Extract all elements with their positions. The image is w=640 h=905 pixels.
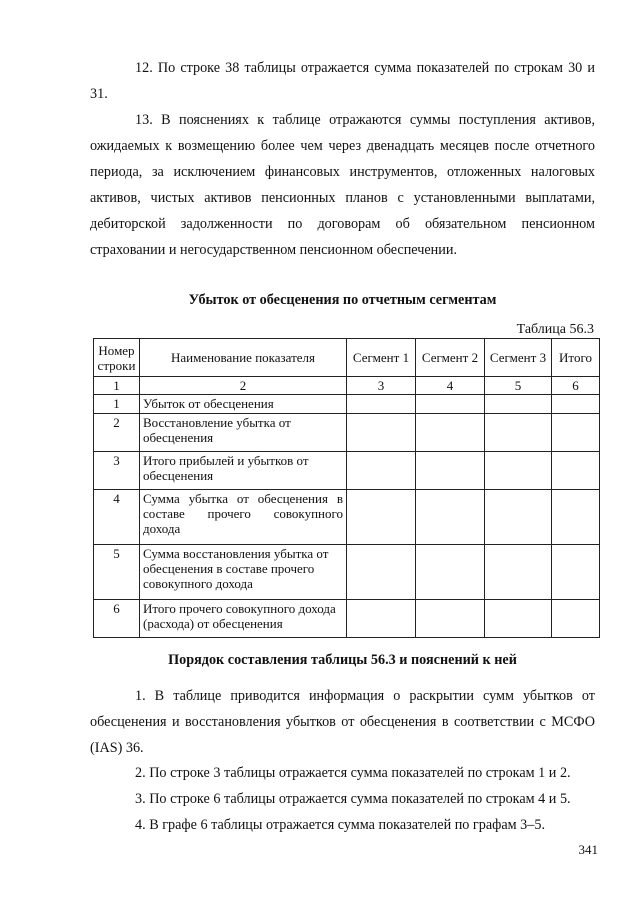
row-name: Убыток от обесценения: [140, 395, 347, 414]
col-number: 4: [416, 377, 485, 395]
value-cell: [552, 545, 600, 600]
row-name: Итого прочего совокупного дохода (расхода) от обесценения: [140, 600, 347, 638]
value-cell: [485, 600, 552, 638]
table-row: [94, 395, 600, 414]
value-cell: [347, 395, 416, 414]
table-row: [94, 600, 600, 638]
value-cell: [485, 452, 552, 490]
row-number: 3: [94, 452, 140, 490]
col-number: 1: [94, 377, 140, 395]
row-name: Сумма убытка от обесценения в составе прочего совокупного дохода: [140, 490, 347, 545]
page-number: 341: [578, 842, 598, 857]
value-cell: [485, 545, 552, 600]
table-row: [94, 490, 600, 545]
header-total: Итого: [552, 339, 600, 377]
value-cell: [347, 600, 416, 638]
value-cell: [416, 414, 485, 452]
row-number: 6: [94, 600, 140, 638]
value-cell: [552, 600, 600, 638]
row-name: Итого прибылей и убытков от обесценения: [140, 452, 347, 490]
row-name: Сумма восстановления убытка от обесценения в составе прочего совокупного дохода: [140, 545, 347, 600]
value-cell: [347, 452, 416, 490]
segment-impairment-table: [93, 338, 600, 638]
section-title: Порядок составления таблицы 56.3 и пояснений к ней: [168, 652, 517, 668]
table-title: Убыток от обесценения по отчетным сегментам: [188, 292, 497, 308]
paragraph-13: 13. В пояснениях к таблице отражаются суммы поступления активов, ожидаемых к возмещению более чем через двенадцать месяцев после отчетного периода, за исключением финансовых инструментов, отложенных налоговых активов, чистых активов пенсионных планов с установленными выплатами, дебиторской задолженности по договорам об обязательном пенсионном страховании и негосударственном пенсионном обеспечении.: [90, 112, 595, 258]
col-number: 6: [552, 377, 600, 395]
paragraph-1: 1. В таблице приводится информация о раскрытии сумм убытков от обесценения и восстановления убытков от обесценения в соответствии с МСФО (IAS) 36.: [90, 688, 595, 756]
header-row-number: Номер строки: [94, 339, 140, 377]
paragraph-4: 4. В графе 6 таблицы отражается сумма показателей по графам 3–5.: [135, 817, 545, 833]
header-segment-1: Сегмент 1: [347, 339, 416, 377]
value-cell: [552, 395, 600, 414]
value-cell: [416, 395, 485, 414]
header-segment-2: Сегмент 2: [416, 339, 485, 377]
value-cell: [485, 395, 552, 414]
col-number: 5: [485, 377, 552, 395]
col-number: 2: [140, 377, 347, 395]
row-number: 5: [94, 545, 140, 600]
value-cell: [347, 414, 416, 452]
value-cell: [485, 490, 552, 545]
paragraph-2: 2. По строке 3 таблицы отражается сумма показателей по строкам 1 и 2.: [135, 765, 571, 781]
row-number: 1: [94, 395, 140, 414]
value-cell: [416, 545, 485, 600]
table-label: Таблица 56.3: [516, 322, 594, 337]
value-cell: [347, 545, 416, 600]
table-header-row: [94, 339, 600, 377]
table-row: [94, 545, 600, 600]
row-number: 4: [94, 490, 140, 545]
value-cell: [416, 490, 485, 545]
col-number: 3: [347, 377, 416, 395]
value-cell: [347, 490, 416, 545]
paragraph-12: 12. По строке 38 таблицы отражается сумма показателей по строкам 30 и 31.: [90, 60, 595, 102]
header-indicator-name: Наименование показателя: [140, 339, 347, 377]
paragraph-3: 3. По строке 6 таблицы отражается сумма показателей по строкам 4 и 5.: [135, 791, 571, 807]
row-name: Восстановление убытка от обесценения: [140, 414, 347, 452]
row-number: 2: [94, 414, 140, 452]
table-row: [94, 452, 600, 490]
table-column-numbers-row: [94, 377, 600, 395]
value-cell: [552, 490, 600, 545]
value-cell: [552, 414, 600, 452]
header-segment-3: Сегмент 3: [485, 339, 552, 377]
table-row: [94, 414, 600, 452]
value-cell: [485, 414, 552, 452]
value-cell: [416, 452, 485, 490]
value-cell: [552, 452, 600, 490]
value-cell: [416, 600, 485, 638]
